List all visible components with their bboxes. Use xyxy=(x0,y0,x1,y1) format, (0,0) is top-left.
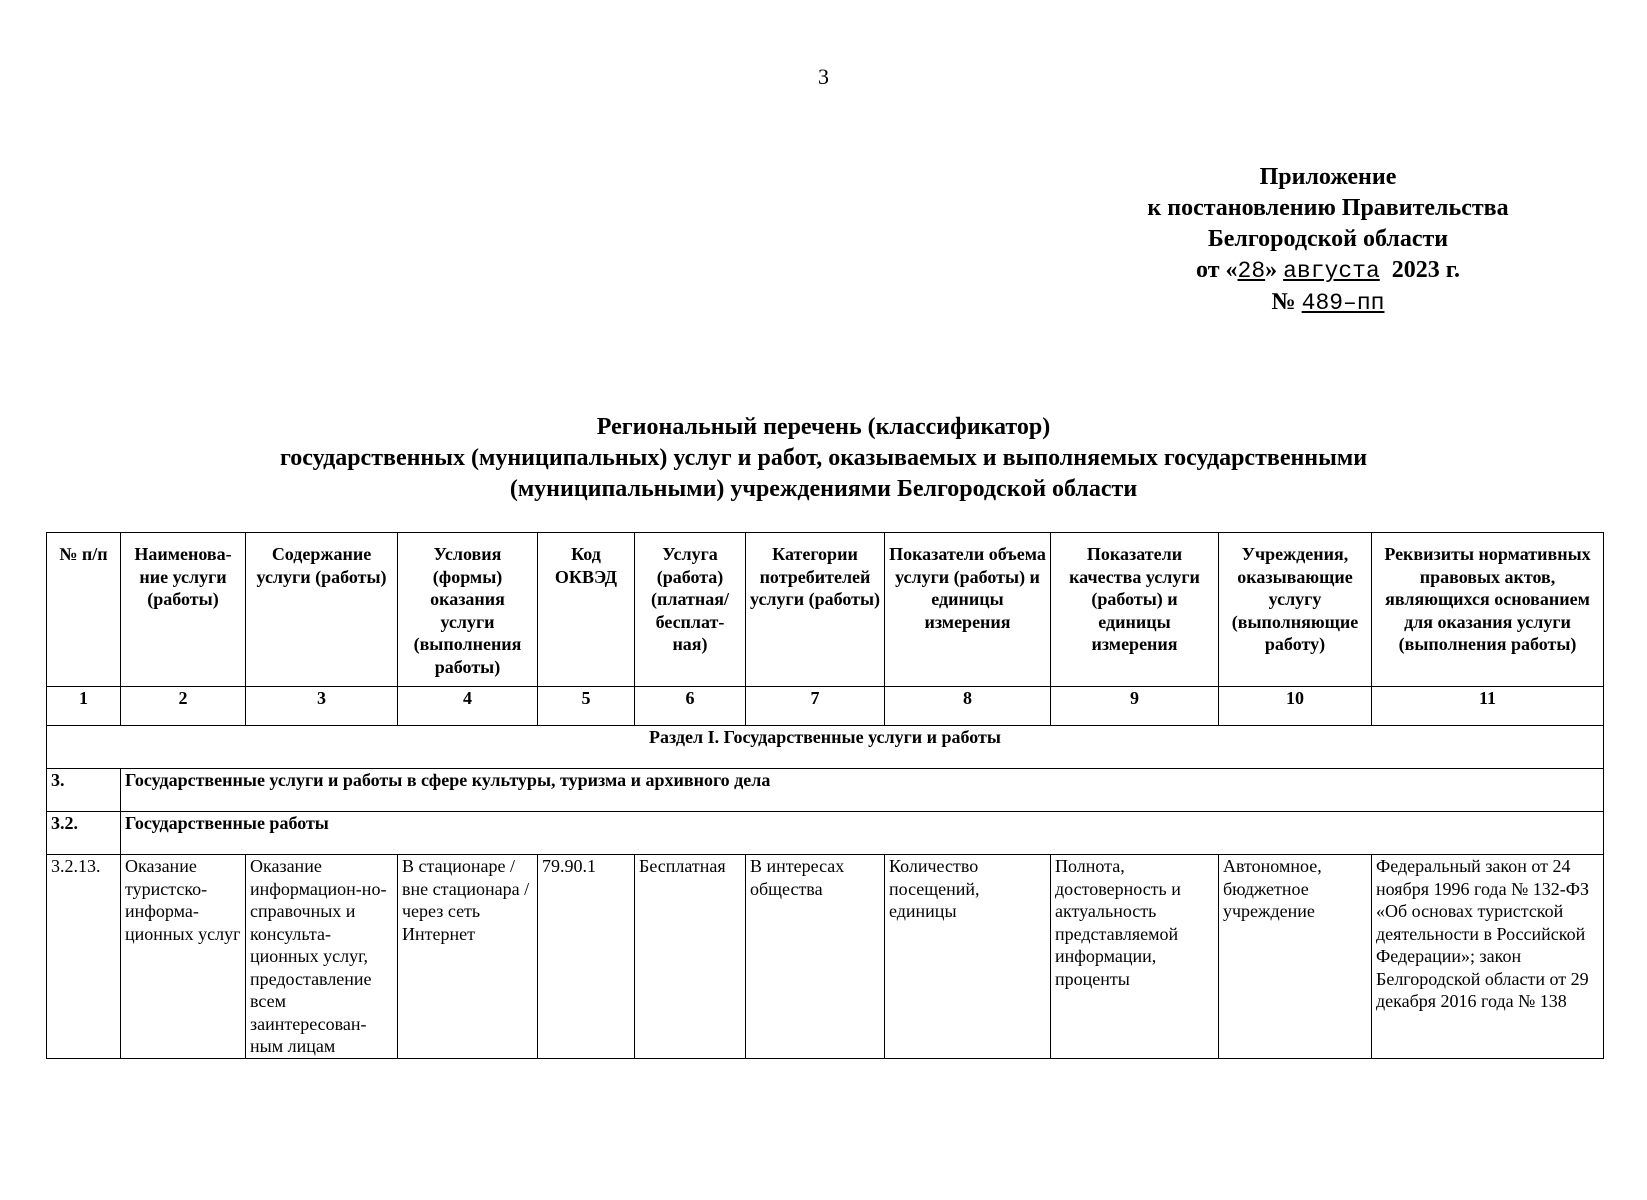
header-cell: Содержание услуги (работы) xyxy=(246,533,398,687)
date-prefix: от « xyxy=(1196,257,1238,283)
date-month: августа xyxy=(1283,258,1380,284)
header-cell: Наименова-ние услуги (работы) xyxy=(121,533,246,687)
column-number: 4 xyxy=(398,687,538,726)
appendix-block xyxy=(1108,162,1548,319)
group-title: Государственные услуги и работы в сфере культуры, туризма и архивного дела xyxy=(121,769,1604,812)
page-number: 3 xyxy=(818,64,829,89)
institutions: Автономное, бюджетное учреждение xyxy=(1219,855,1372,1059)
title-line2: государственных (муниципальных) услуг и работ, оказываемых и выполняемых государственными xyxy=(279,445,1368,471)
date-day: 28 xyxy=(1237,258,1266,284)
header-cell: Показатели качества услуги (работы) и единицы измерения xyxy=(1051,533,1219,687)
header-cell: № п/п xyxy=(47,533,121,687)
header-cell: Условия (формы) оказания услуги (выполнения работы) xyxy=(398,533,538,687)
header-cell: Услуга (работа) (платная/ бесплат-ная) xyxy=(635,533,746,687)
appendix-line3: Белгородской области xyxy=(1207,226,1449,252)
service-content: Оказание информацион-но-справочных и консульта-ционных услуг, предоставление всем заинтересован-ным лицам xyxy=(246,855,398,1059)
appendix-line1: Приложение xyxy=(1259,164,1397,190)
column-number: 7 xyxy=(746,687,885,726)
header-cell: Учреждения, оказывающие услугу (выполняющие работу) xyxy=(1219,533,1372,687)
subgroup-title: Государственные работы xyxy=(121,812,1604,855)
column-number: 5 xyxy=(538,687,635,726)
column-number: 3 xyxy=(246,687,398,726)
group-number: 3. xyxy=(47,769,121,812)
group-row xyxy=(47,769,1604,812)
volume-indicators: Количество посещений, единицы xyxy=(885,855,1051,1059)
header-row xyxy=(47,533,1604,687)
title-line1: Региональный перечень (классификатор) xyxy=(596,414,1051,440)
column-number-row xyxy=(47,687,1604,726)
date-mid: » xyxy=(1265,257,1278,283)
title-line3: (муниципальными) учреждениями Белгородской области xyxy=(509,476,1138,502)
appendix-line2: к постановлению Правительства xyxy=(1147,195,1509,221)
table-row xyxy=(47,855,1604,1059)
header-cell: Код ОКВЭД xyxy=(538,533,635,687)
date-year: 2023 г. xyxy=(1391,257,1460,283)
subgroup-row xyxy=(47,812,1604,855)
appendix-number xyxy=(1108,287,1548,319)
header-cell: Показатели объема услуги (работы) и единицы измерения xyxy=(885,533,1051,687)
section-title: Раздел I. Государственные услуги и работы xyxy=(47,726,1604,769)
okved-code: 79.90.1 xyxy=(538,855,635,1059)
section-row xyxy=(47,726,1604,769)
legal-acts: Федеральный закон от 24 ноября 1996 года № 132-ФЗ «Об основах туристской деятельности в Российской Федерации»; закон Белгородской области от 29 декабря 2016 года № 138 xyxy=(1372,855,1604,1059)
quality-indicators: Полнота, достоверность и актуальность представляемой информации, проценты xyxy=(1051,855,1219,1059)
column-number: 1 xyxy=(47,687,121,726)
column-number: 8 xyxy=(885,687,1051,726)
paid-status: Бесплатная xyxy=(635,855,746,1059)
column-number: 10 xyxy=(1219,687,1372,726)
number-value: 489–пп xyxy=(1301,290,1385,316)
services-table xyxy=(46,532,1604,1059)
subgroup-number: 3.2. xyxy=(47,812,121,855)
column-number: 11 xyxy=(1372,687,1604,726)
column-number: 2 xyxy=(121,687,246,726)
header-cell: Реквизиты нормативных правовых актов, являющихся основанием для оказания услуги (выполнения работы) xyxy=(1372,533,1604,687)
header-cell: Категории потребителей услуги (работы) xyxy=(746,533,885,687)
consumer-categories: В интересах общества xyxy=(746,855,885,1059)
document-title xyxy=(0,412,1647,505)
service-name: Оказание туристско-информа-ционных услуг xyxy=(121,855,246,1059)
number-prefix: № xyxy=(1271,289,1296,315)
row-number: 3.2.13. xyxy=(47,855,121,1059)
appendix-date xyxy=(1108,255,1548,287)
column-number: 9 xyxy=(1051,687,1219,726)
column-number: 6 xyxy=(635,687,746,726)
service-conditions: В стационаре / вне стационара / через сеть Интернет xyxy=(398,855,538,1059)
